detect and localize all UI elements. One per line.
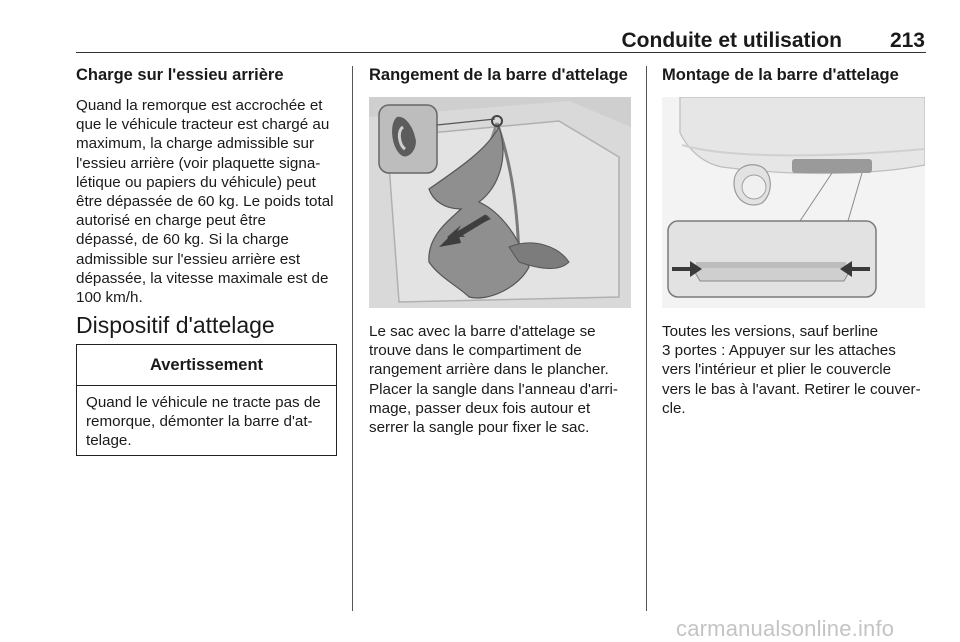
stowed-towbar-bag-illustration [369,97,631,308]
towbar-storage-paragraph-2: Placer la sangle dans l'anneau d'arri- mage, passer deux fois autour et serrer la sangle pour fixer le sac. [369,381,618,437]
warning-text: Quand le véhicule ne tracte pas de remorque, démonter la barre d'at- telage. [86,394,321,450]
rear-bumper-cover-illustration [662,97,925,308]
section-title-towbar-storage: Rangement de la barre d'attelage [369,66,628,84]
chapter-title: Conduite et utilisation [621,29,842,52]
column-divider [352,66,353,611]
section-title-rear-axle-load: Charge sur l'essieu arrière [76,66,284,84]
watermark-text: carmanualsonline.info [676,616,895,641]
towbar-mounting-paragraph: Toutes les versions, sauf berline 3 portes : Appuyer sur les attaches vers l'intérieur et plier le couvercle vers le bas à l'avant. Retirer le couver- cle. [662,323,921,417]
header-rule [76,52,926,53]
section-title-towbar-mounting: Montage de la barre d'attelage [662,66,899,84]
rear-axle-load-paragraph: Quand la remorque est accrochée et que le véhicule tracteur est chargé au maximum, la charge admissible sur l'essieu arrière (voir plaquette signa- létique ou papiers du véhicule) peut être dépassée de 60 kg. Le poids total autorisé en charge peut être dépassé, de 60 kg. Si la charge admissible sur l'essieu arrière est dépassée, la vitesse maximale est de 100 km/h. [76,97,334,307]
warning-box [76,344,337,456]
warning-title: Avertissement [77,345,336,386]
towing-device-heading: Dispositif d'attelage [76,312,275,338]
towbar-storage-paragraph-1: Le sac avec la barre d'attelage se trouve dans le compartiment de rangement arrière dans le plancher. [369,323,609,379]
page-number: 213 [889,29,925,52]
column-divider [646,66,647,611]
